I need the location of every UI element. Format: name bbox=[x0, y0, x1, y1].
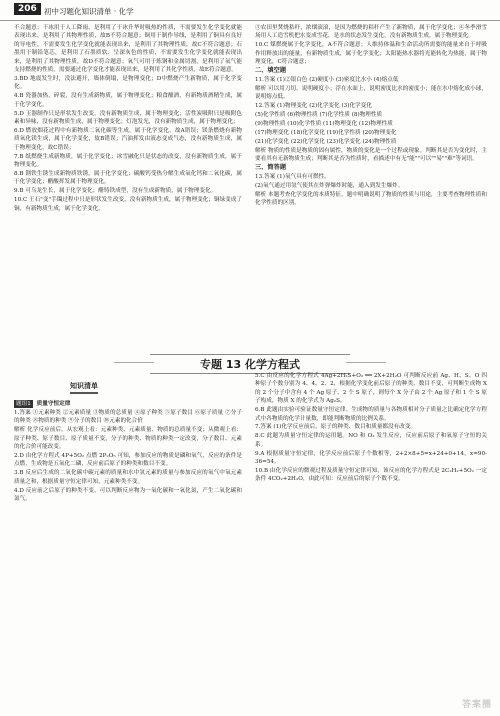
answer-paragraph: 10.C 煤燃烧属于化学变化，A不符合题意；人维持体温和生命活动所需要的能量来自于呼吸作用释放出的能量，有新物质生成，属于化学变化；太阳能热水器将光能转化为热能，属于物理变化，C符合题意； bbox=[255, 42, 487, 66]
answer-paragraph: 解析 化学反应前后，从宏观上看：元素种类、元素质量、物质的总质量不变；从微观上看：原子种类、原子数目、原子质量不变，分子的种类、物质的种类一定改变，分子数目、元素的化合价可能改变。 bbox=[14, 427, 242, 451]
answer-paragraph: 13.答案 (1)氧气具有可燃性。 bbox=[255, 173, 330, 180]
answer-paragraph: 4.D 反应前之后原子的种类不变，可以判断反应物为一氧化碳和一氧化氮，产生二氧化碳和氮气。 bbox=[14, 487, 242, 502]
answer-paragraph: ③农田里焚烧秸秆，浓烟滚滚，是因为燃烧的秸秆产生了新物质，属于化学变化；④冬季滑雪场用人工造雪机把水变成雪花，是水的状态发生变化，没有新物质生成，属于物理变化。 bbox=[255, 25, 487, 40]
answer-paragraph: 11.答案 (1)②银白色 (2)硬度小 (3)密度比水小 (4)熔点低 bbox=[255, 76, 399, 83]
answer-paragraph: 7.答案 (1)化学反应前后，原子的种类、数目和质量都没有改变。 bbox=[255, 424, 417, 431]
answer-paragraph: 6.B 此题由实验可验证数量守恒定律。生成物的质量与各物质相对分子质量之比确定化学方程式中各物质的化学计量数，即能判断物质的比例关系。 bbox=[255, 407, 487, 422]
answer-paragraph: (5)化学性质 (6)物理性质 (7)化学性质 (8)物理性质 bbox=[255, 112, 383, 119]
answer-paragraph: (21)化学变化 (22)化学变化 (23)化学变化 (24)物理性质 bbox=[255, 138, 397, 145]
knowledge-list-title: 知识清单 bbox=[70, 381, 98, 394]
answer-paragraph: 解析 可以用刀切，说明硬度小；浮在水面上，说明密度比水的密度小；能在水中熔化成小球，说明熔点低。 bbox=[255, 85, 487, 101]
topic-title: 专题 13 化学方程式 bbox=[200, 358, 300, 371]
banner-decoration bbox=[346, 362, 386, 363]
answer-paragraph: 解析 物质的性质是物质的固有属性，物质的变化是一个过程或现象。判断其是否为变化时，主要看其有无新物质生成；判断其是否为性质时，看描述中有无"能""可以""易""难"等词语。 bbox=[255, 147, 487, 163]
section-heading: 三、简答题 bbox=[255, 164, 287, 171]
section-heading: 二、填空题 bbox=[255, 67, 287, 75]
group-heading bbox=[14, 400, 242, 408]
right-column bbox=[255, 24, 487, 208]
answer-paragraph: 3.B 反应后生成的二氧化碳中碳元素的质量和水中氢元素的质量与参加反应的氧气中氧元素质量之和，根据质量守恒定律可知，元素种类不变。 bbox=[14, 470, 242, 485]
left-column-lower bbox=[14, 400, 242, 504]
page-number: 206 bbox=[14, 3, 41, 15]
book-title: 初中习题化知识清单 · 化学 bbox=[44, 7, 134, 16]
answer-paragraph: 2.D 由化学方程式 4P+5O₂ 点燃 2P₂O₅ 可知，参加反应的物质是磷和氧气，反应的条件是点燃，生成物是五氧化二磷，反应前后原子的种类和数目不变。 bbox=[14, 452, 242, 468]
answer-paragraph: (17)物理变化 (18)化学变化 (19)化学性质 (20)物理变化 bbox=[255, 129, 397, 136]
answer-paragraph: 4.B 瓷器加热，碎裂，没有生成新物质，属于物理变化；粮食酿酒，有新物质酒精生成，属于化学变化。 bbox=[14, 93, 242, 108]
answer-paragraph: 解析 本题考查化学变化的本质特征。题中明确说明了物质的性质与用途，主要考查物理性质和化学性质的区别。 bbox=[255, 191, 487, 207]
answer-paragraph: 不合题意；干冰用于人工降雨，是利用了干冰升华时吸热的性质，不需要发生化学变化就能表现出来，是利用了其物理性质，故B不符合题意；铜用于制作导线，是利用了铜具有良好的导电性，不需要发生化学变化就能表现出来，是利用了其物理性质，故C不符合题意；石墨用于制铅笔芯，是利用了石墨质软、呈深灰色的性质，不需要发生化学变化就能表现出来，是利用了其物理性质，故D不符合题意；氧气可用于炼钢和金属切割，是利用了氧气能支持燃烧的性质，需要通过化学变化才能表现出来，是利用了其化学性质，故E符合题意。 bbox=[14, 25, 242, 74]
answer-paragraph: 9.B 可乌龙生长，属于化学变化；醋铸铁成型，没有生成新物质，属于物理变化。 bbox=[14, 188, 217, 195]
answer-paragraph: 8.B 钢铁生锈生成新物质铁锈，属于化学变化；碳酸钙受热分解生成氧化钙和二氧化碳，属于化学变化；醋酸挥发属于物理变化。 bbox=[14, 170, 242, 186]
answer-paragraph: 10.B 由化学反应的微观过程及质量守恒定律可知，该反应的化学方程式是 2C₂H₂+5O₂ 一定条件 4CO₂+2H₂O，由此可知：反应前后的原子个数不变。 bbox=[255, 467, 487, 483]
answer-paragraph: 3.BD 地震发生时，没法避开，墙体倒塌，是物理变化；D中燃烧产生新物质，属于化学变化。 bbox=[14, 75, 242, 91]
banner-decoration bbox=[114, 362, 154, 363]
answer-paragraph: 6.D 燃放烟花过程中有新物质二氧化碳等生成，属于化学变化，故A错误；镁条燃烧有新物质氧化镁生成，属于化学变化，故B错误；汽油挥发由液态变成气态，没有新物质生成，属于物理变化，故C错误； bbox=[14, 127, 242, 151]
answer-paragraph: 5.D 玉器制作只是形状发生改变，没有新物质生成，属于物理变化；活性炭吸附只是吸附色素和异味，没有新物质生成，属于物理变化；灯泡发光，没有新物质生成，属于物理变化； bbox=[14, 110, 242, 125]
group-title: 质量守恒定律 bbox=[36, 401, 71, 407]
answer-paragraph: 10.C 王石"变"手镯过程中只是形状发生改变，没有新物质生成，属于物理变化；铜绿变成了铜，有新物质生成，属于化学变化。 bbox=[14, 197, 242, 212]
answer-paragraph: 5.C 由反应的化学方程式 4Ag+2H₂S+O₂ ══ 2X+2H₂O 可判断反应前 Ag、H、S、O 四种原子个数分别为 4、4、2、2，根据化学变化前后原子的种类、数目不变，可判断生成物 X 的 2 个分子中含有 4 个 Ag 原子、2 个 S 原子，则每个 X 分子由 2 个 Ag 原子和 1 个 S 原子构成，物质 X 的化学式为 Ag₂S。 bbox=[255, 373, 487, 405]
answer-paragraph: 7.B 纸燃烧生成新物质，属于化学变化；冰雪融化只是状态的改变，没有新物质生成，属于物理变化。 bbox=[14, 153, 242, 168]
page-header bbox=[0, 0, 500, 21]
group-tag: 题组1 bbox=[16, 401, 31, 407]
right-column-lower bbox=[255, 372, 487, 484]
answer-paragraph: (9)物理性质 (10)化学性质 (11)物理变化 (12)物理性质 bbox=[255, 120, 393, 127]
answer-paragraph: 12.答案 (1)物理变化 (2)化学变化 (3)化学变化 bbox=[255, 103, 372, 110]
answer-paragraph: 8.C 此题为质量守恒定律的运用题。NO 和 O₂ 发生反应，反应前后原子和氧原子守恒的关系。 bbox=[255, 433, 487, 448]
left-column bbox=[14, 24, 242, 213]
answer-paragraph: 9.A 根据质量守恒定律，化学反应前后原子个数相等，2+2×8+5=x+24+0+14，x=90-36=54。 bbox=[255, 450, 487, 466]
watermark-logo: 答案圈 bbox=[461, 700, 492, 710]
answer-paragraph: 1.答案 ①元素种类 ②元素质量 ③物质的总质量 ④原子种类 ⑤原子数目 ⑥原子质量 ⑦分子的种类 ⑧物质的种类 ⑨分子的数目 ⑩元素的化合价 bbox=[14, 409, 242, 425]
answer-paragraph: (2)氧气通过用氢气使其在炸弹爆炸时能，通入到发生爆炸。 bbox=[255, 182, 404, 189]
